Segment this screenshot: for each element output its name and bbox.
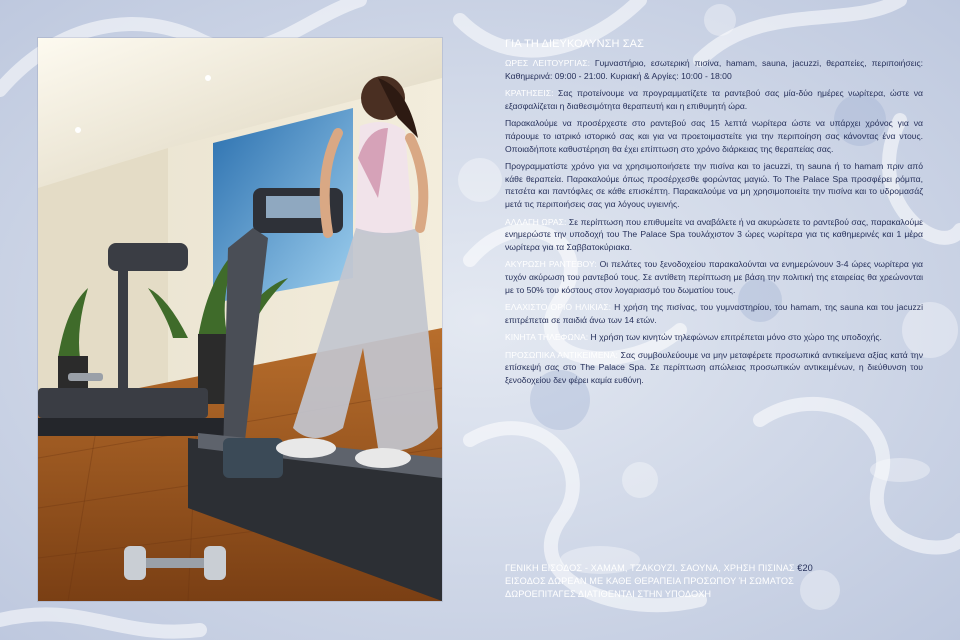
- gift-vouchers-line: ΔΩΡΟΕΠΙΤΑΓΕΣ ΔΙΑΤΙΘΕΝΤΑΙ ΣΤΗΝ ΥΠΟΔΟΧΗ: [505, 589, 712, 599]
- section-text: Οι πελάτες του ξενοδοχείου παρακαλούνται να ενημερώνουν 3-4 ώρες νωρίτερα για τυχόν ακύρωση του ραντεβού τους. Σε αντίθετη περίπτωση με βάση την πολιτική της εταιρείας θα χρεώνονται με το 50% του κόστους στον λογαριασμό του δωματίου τους.: [505, 259, 923, 295]
- section-label: ΚΙΝΗΤΑ ΤΗΛΕΦΩΝΑ:: [505, 332, 589, 343]
- section-text: Η χρήση της πισίνας, του γυμναστηρίου, του hamam, της sauna και του jacuzzi επιτρέπεται σε παιδιά άνω των 14 ετών.: [505, 302, 923, 325]
- section-label: ΠΡΟΣΩΠΙΚΑ ΑΝΤΙΚΕΙΜΕΝΑ:: [505, 349, 618, 360]
- section-text: Παρακαλούμε να προσέρχεστε στο ραντεβού σας 15 λεπτά νωρίτερα ώστε να υπάρχει χρόνος για να πάρουμε το ιατρικό ιστορικό σας και για να προετοιμαστείτε για την περιποίηση σας κάνοντας ένα ντους. Οποιαδήποτε καθυστέρηση θα έχει επίπτωση στο χρόνο διάρκειας της θεραπείας σας.: [505, 118, 923, 154]
- section-label: ΕΛΑΧΙΣΤΟ ΟΡΙΟ ΗΛΙΚΙΑΣ:: [505, 302, 612, 313]
- section-label: ΩΡΕΣ ΛΕΙΤΟΥΡΓΙΑΣ:: [505, 58, 590, 68]
- section-time-change: [505, 216, 923, 254]
- section-label: ΚΡΑΤΗΣΕΙΣ:: [505, 88, 554, 99]
- gym-scene-illustration: [38, 38, 442, 601]
- section-arrival-note: [505, 117, 923, 155]
- section-text: Σας συμβουλεύουμε να μην μεταφέρετε προσωπικά αντικείμενα αξίας κατά την επίσκεψή σας στο The Palace Spa. Σε περίπτωση απώλειας προσωπικών αντικειμένων, η διεύθυνση του ξενοδοχείου δεν φέρει καμία ευθύνη.: [505, 349, 924, 386]
- section-text: Σε περίπτωση που επιθυμείτε να αναβάλετε ή να ακυρώσετε το ραντεβού σας, παρακαλούμε ενημερώστε την υποδοχή του The Palace Spa τουλάχιστον 3 ώρες νωρίτερα για τις καθημερινές και 1 μέρα νωρίτερα για τα Σαββατοκύριακα.: [505, 216, 923, 252]
- general-entry-line: [505, 562, 925, 575]
- section-mobile-phones: [505, 331, 923, 344]
- gym-photo: [38, 38, 442, 601]
- page-title: ΓΙΑ ΤΗ ΔΙΕΥΚΟΛΥΝΣΗ ΣΑΣ: [505, 38, 644, 50]
- free-entry-line: ΕΙΣΟΔΟΣ ΔΩΡΕΑΝ ΜΕ ΚΑΘΕ ΘΕΡΑΠΕΙΑ ΠΡΟΣΩΠΟΥ Ή ΣΩΜΑΤΟΣ: [505, 576, 794, 586]
- general-entry-text: ΓΕΝΙΚΗ ΕΙΣΟΔΟΣ - ΧΑΜΑΜ, ΤΖΑΚΟΥΖΙ. ΣΑΟΥΝΑ, ΧΡΗΣΗ ΠΙΣΙΝΑΣ: [505, 563, 798, 573]
- section-minimum-age: [505, 301, 923, 326]
- section-cancellation: [505, 258, 923, 296]
- section-personal-items: [505, 349, 923, 387]
- section-text: Σας προτείνουμε να προγραμματίζετε τα ραντεβού σας μία-δύο ημέρες νωρίτερα, ώστε να εξασφαλίζεται η διαθεσιμότητα θεραπευτή και η επιθυμητή ώρα.: [505, 88, 923, 111]
- section-pool-usage: [505, 160, 923, 210]
- section-reservations: [505, 87, 923, 112]
- section-label: ΑΚΥΡΩΣΗ ΡΑΝΤΕΒΟΥ:: [505, 259, 597, 270]
- pricing-footer: [505, 562, 925, 601]
- section-text: Προγραμματίστε χρόνο για να χρησιμοποιήσετε την πισίνα και το jacuzzi, τη sauna ή το hamam πριν από κάθε θεραπεία. Παρακαλούμε όπως προσέρχεσθε φορώντας μαγιώ. To The Palace Spa προσφέρει ρόμπα, πετσέτα και παντόφλες σε κάθε επισκέπτη. Παρακαλούμε να μη χρησιμοποιείτε την πισίνα και το υδρομασάζ μετά τις περιποιήσεις σας για λόγους υγιεινής.: [505, 161, 923, 209]
- section-opening-hours: [505, 57, 923, 82]
- section-text: Η χρήση των κινητών τηλεφώνων επιτρέπεται μόνο στο χώρο της υποδοχής.: [588, 332, 882, 343]
- section-text: Γυμναστήριο, εσωτερική πισίνα, hamam, sauna, jacuzzi, θεραπείες, περιποιήσεις: Καθημερινά: 09:00 - 21:00. Κυριακή & Αργίες: 10:00 - 18:00: [505, 58, 923, 81]
- section-label: ΑΛΛΑΓΗ ΩΡΑΣ:: [505, 216, 567, 227]
- entry-price: €20: [797, 563, 813, 573]
- spa-info-column: [505, 37, 923, 392]
